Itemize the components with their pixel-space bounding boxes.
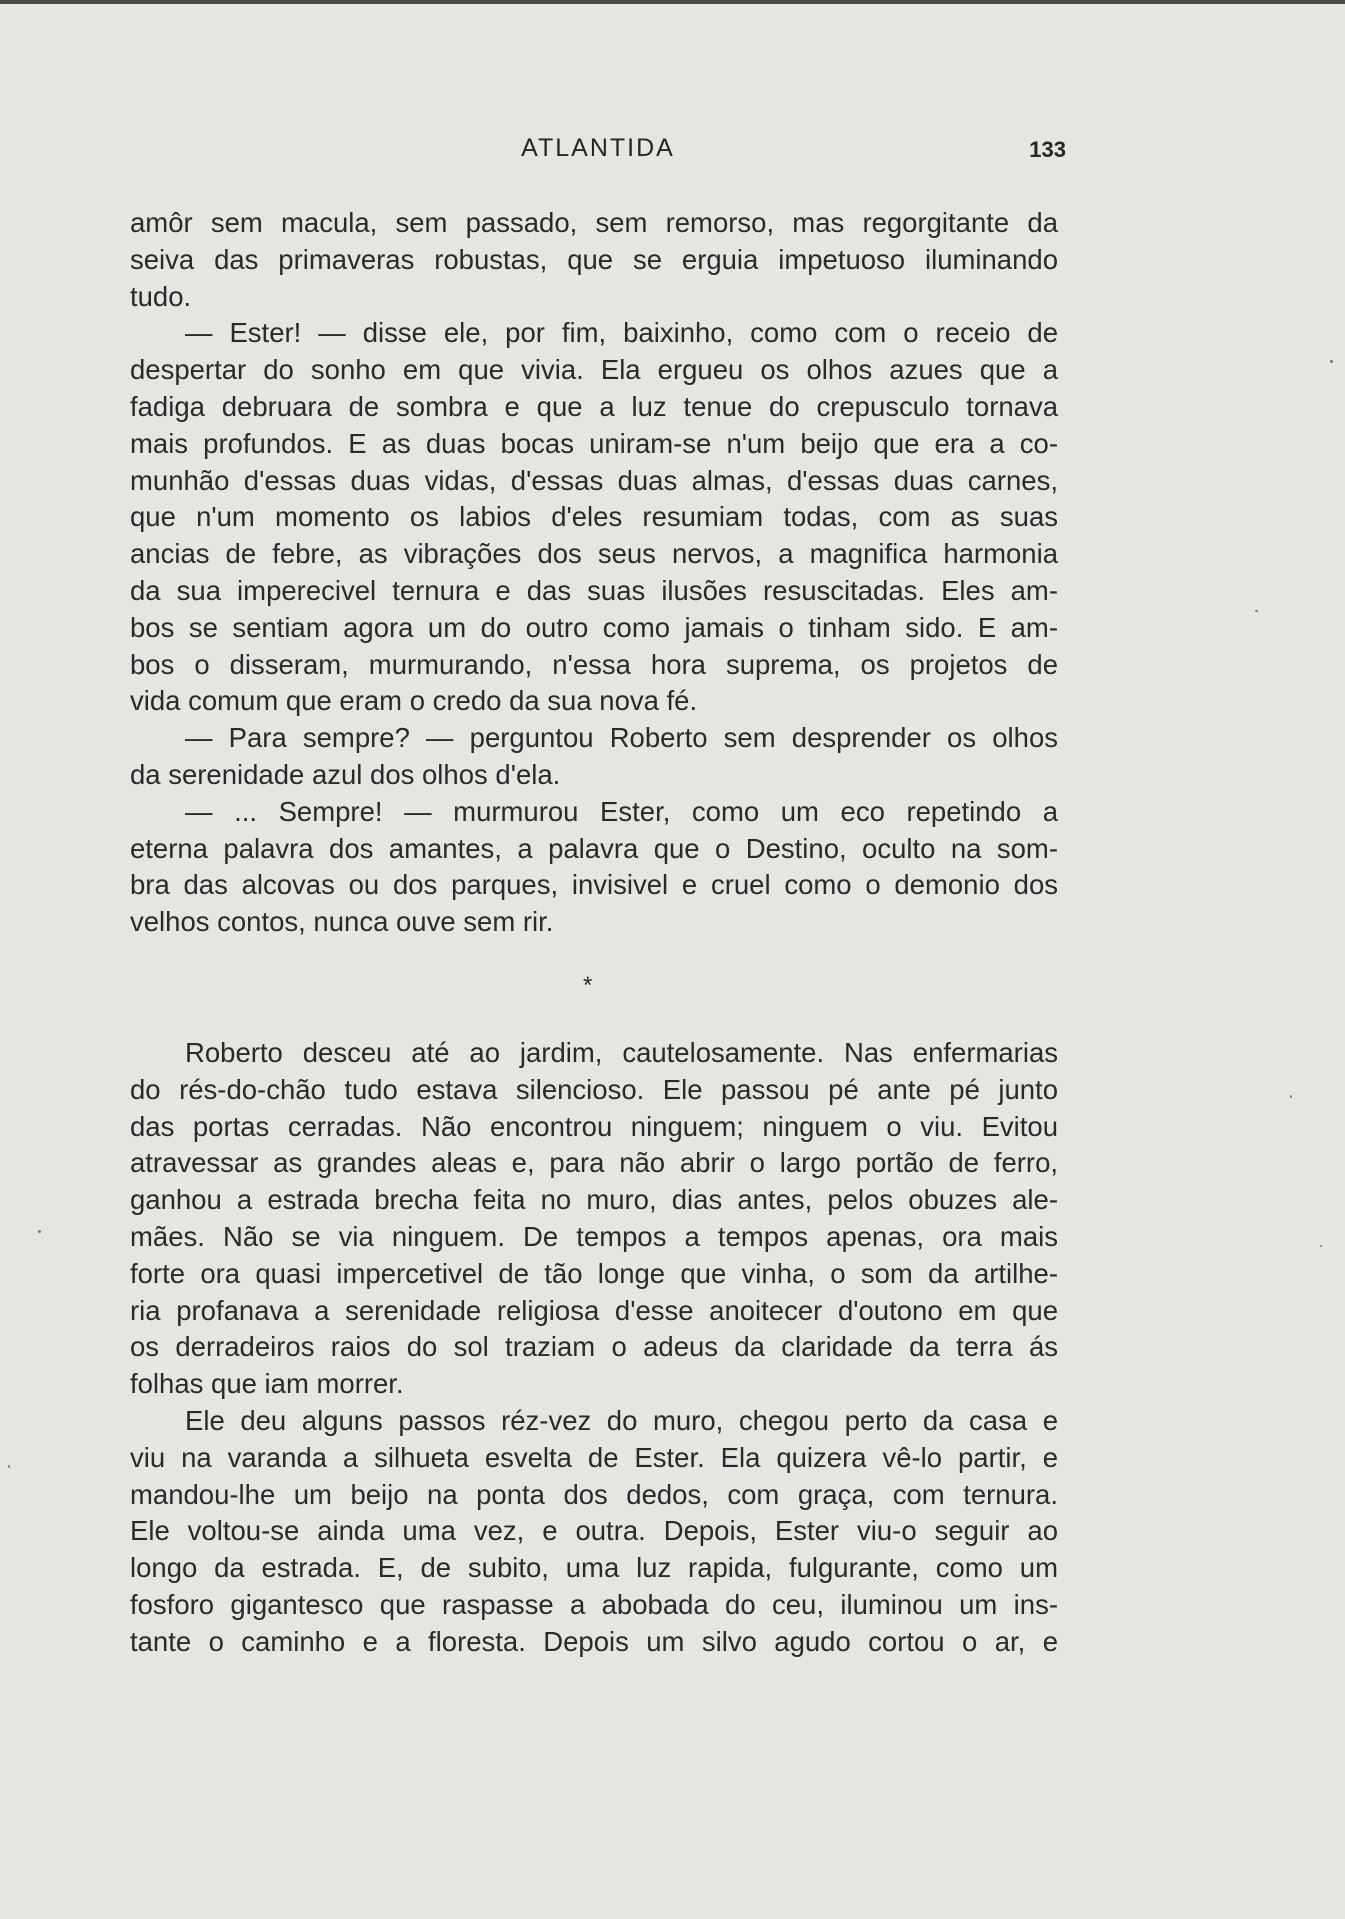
- scan-speck: [38, 1230, 41, 1233]
- scan-speck: [1290, 1095, 1292, 1098]
- text-line: — Ester! — disse ele, por fim, baixinho, como com o receio de: [185, 317, 1058, 349]
- text-line: munhão d'essas duas vidas, d'essas duas almas, d'essas duas carnes,: [130, 464, 1058, 496]
- text-line: eterna palavra dos amantes, a palavra que o Destino, oculto na som-: [130, 832, 1058, 864]
- text-line: tudo.: [130, 280, 192, 312]
- text-line: da serenidade azul dos olhos d'ela.: [130, 758, 561, 790]
- text-line: seiva das primaveras robustas, que se erguia impetuoso iluminando: [130, 243, 1058, 275]
- text-line: Ele deu alguns passos réz-vez do muro, chegou perto da casa e: [185, 1404, 1058, 1436]
- text-line: que n'um momento os labios d'eles resumiam todas, com as suas: [130, 501, 1058, 533]
- text-line: tante o caminho e a floresta. Depois um silvo agudo cortou o ar, e: [130, 1625, 1058, 1657]
- text-line: os derradeiros raios do sol traziam o adeus da claridade da terra ás: [130, 1331, 1058, 1363]
- text-line: velhos contos, nunca ouve sem rir.: [130, 906, 554, 938]
- scan-speck: [8, 1465, 10, 1468]
- text-line: fosforo gigantesco que raspasse a abobada do ceu, iluminou um ins-: [130, 1588, 1058, 1620]
- scan-speck: [1255, 610, 1258, 612]
- text-line: forte ora quasi impercetivel de tão longe que vinha, o som da artilhe-: [130, 1257, 1058, 1289]
- scan-speck: [1330, 360, 1333, 363]
- text-line: mandou-lhe um beijo na ponta dos dedos, com graça, com ternura.: [130, 1478, 1058, 1510]
- text-line: fadiga debruara de sombra e que a luz tenue do crepusculo tornava: [130, 390, 1058, 422]
- body-text-first-section: [130, 205, 1058, 941]
- body-text-second-section: [130, 1035, 1058, 1661]
- page-number: 133: [1029, 137, 1066, 162]
- text-line: amôr sem macula, sem passado, sem remorso, mas regorgitante da: [130, 207, 1058, 238]
- text-line: ganhou a estrada brecha feita no muro, dias antes, pelos obuzes ale-: [130, 1184, 1058, 1216]
- text-line: bos se sentiam agora um do outro como jamais o tinham sido. E am-: [130, 611, 1058, 643]
- text-line: bos o disseram, murmurando, n'essa hora suprema, os projetos de: [130, 648, 1058, 680]
- text-line: do rés-do-chão tudo estava silencioso. Ele passou pé ante pé junto: [130, 1073, 1058, 1105]
- text-line: — Para sempre? — perguntou Roberto sem desprender os olhos: [185, 722, 1058, 754]
- text-line: ancias de febre, as vibrações dos seus nervos, a magnifica harmonia: [130, 538, 1058, 570]
- text-line: Ele voltou-se ainda uma vez, e outra. Depois, Ester viu-o seguir ao: [130, 1515, 1058, 1547]
- text-line: mães. Não se via ninguem. De tempos a tempos apenas, ora mais: [130, 1220, 1058, 1252]
- text-line: das portas cerradas. Não encontrou ninguem; ninguem o viu. Evitou: [130, 1110, 1058, 1142]
- running-title: ATLANTIDA: [521, 134, 675, 162]
- text-line: folhas que iam morrer.: [130, 1368, 404, 1400]
- text-line: — ... Sempre! — murmurou Ester, como um eco repetindo a: [185, 795, 1058, 827]
- text-line: bra das alcovas ou dos parques, invisivel e cruel como o demonio dos: [130, 869, 1058, 901]
- scan-speck: [1320, 1245, 1322, 1247]
- running-header: [130, 134, 1066, 174]
- text-line: mais profundos. E as duas bocas uniram-se n'um beijo que era a co-: [130, 427, 1058, 459]
- text-line: longo da estrada. E, de subito, uma luz rapida, fulgurante, como um: [130, 1552, 1058, 1584]
- section-separator-asterisk: *: [583, 972, 593, 999]
- text-line: ria profanava a serenidade religiosa d'esse anoitecer d'outono em que: [130, 1294, 1058, 1326]
- text-line: atravessar as grandes aleas e, para não abrir o largo portão de ferro,: [130, 1147, 1058, 1179]
- text-line: vida comum que eram o credo da sua nova fé.: [130, 685, 698, 717]
- text-line: despertar do sonho em que vivia. Ela ergueu os olhos azues que a: [130, 354, 1058, 386]
- page-top-edge: [0, 0, 1345, 4]
- text-line: viu na varanda a silhueta esvelta de Ester. Ela quizera vê-lo partir, e: [130, 1441, 1058, 1473]
- text-line: Roberto desceu até ao jardim, cautelosamente. Nas enfermarias: [185, 1037, 1058, 1068]
- text-line: da sua imperecivel ternura e das suas ilusões resuscitadas. Eles am-: [130, 574, 1058, 606]
